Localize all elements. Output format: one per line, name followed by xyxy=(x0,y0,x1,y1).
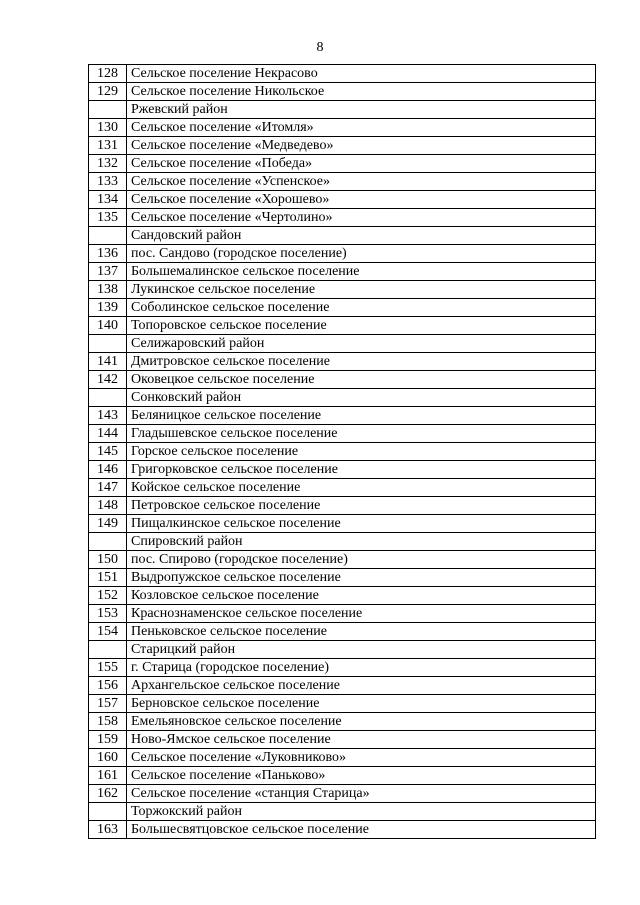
settlement-name: Пеньковское сельское поселение xyxy=(127,623,596,641)
settlement-name: Сельское поселение «Медведево» xyxy=(127,137,596,155)
district-name: Селижаровский район xyxy=(127,335,596,353)
district-name: Сандовский район xyxy=(127,227,596,245)
table-row xyxy=(89,65,596,83)
row-number: 129 xyxy=(89,83,127,101)
table-row xyxy=(89,659,596,677)
row-number: 143 xyxy=(89,407,127,425)
district-header-row xyxy=(89,101,596,119)
table-row xyxy=(89,299,596,317)
table-row xyxy=(89,479,596,497)
table-row xyxy=(89,695,596,713)
settlement-name: Козловское сельское поселение xyxy=(127,587,596,605)
settlement-name: Оковецкое сельское поселение xyxy=(127,371,596,389)
table-row xyxy=(89,173,596,191)
settlement-name: Беляницкое сельское поселение xyxy=(127,407,596,425)
table-row xyxy=(89,497,596,515)
row-number: 128 xyxy=(89,65,127,83)
row-number: 159 xyxy=(89,731,127,749)
settlement-name: пос. Сандово (городское поселение) xyxy=(127,245,596,263)
row-number xyxy=(89,227,127,245)
row-number: 134 xyxy=(89,191,127,209)
settlement-name: Сельское поселение «Паньково» xyxy=(127,767,596,785)
table-row xyxy=(89,407,596,425)
district-header-row xyxy=(89,803,596,821)
settlement-name: Большесвятцовское сельское поселение xyxy=(127,821,596,839)
district-header-row xyxy=(89,389,596,407)
row-number: 136 xyxy=(89,245,127,263)
settlement-name: Лукинское сельское поселение xyxy=(127,281,596,299)
district-header-row xyxy=(89,227,596,245)
settlement-name: Горское сельское поселение xyxy=(127,443,596,461)
row-number: 142 xyxy=(89,371,127,389)
row-number: 148 xyxy=(89,497,127,515)
table-row xyxy=(89,749,596,767)
row-number: 151 xyxy=(89,569,127,587)
table-row xyxy=(89,515,596,533)
settlement-name: Сельское поселение «Чертолино» xyxy=(127,209,596,227)
table-row xyxy=(89,821,596,839)
page-number: 8 xyxy=(316,40,324,55)
table-row xyxy=(89,731,596,749)
row-number: 154 xyxy=(89,623,127,641)
row-number xyxy=(89,533,127,551)
row-number: 133 xyxy=(89,173,127,191)
table-row xyxy=(89,713,596,731)
settlement-name: Емельяновское сельское поселение xyxy=(127,713,596,731)
row-number: 147 xyxy=(89,479,127,497)
settlement-name: Сельское поселение «Итомля» xyxy=(127,119,596,137)
settlement-name: Берновское сельское поселение xyxy=(127,695,596,713)
settlement-name: Соболинское сельское поселение xyxy=(127,299,596,317)
table-row xyxy=(89,281,596,299)
row-number: 130 xyxy=(89,119,127,137)
row-number: 137 xyxy=(89,263,127,281)
row-number: 149 xyxy=(89,515,127,533)
row-number: 144 xyxy=(89,425,127,443)
settlements-table xyxy=(88,64,596,839)
district-name: Спировский район xyxy=(127,533,596,551)
settlement-name: Сельское поселение «Хорошево» xyxy=(127,191,596,209)
settlement-name: Выдропужское сельское поселение xyxy=(127,569,596,587)
settlement-name: Краснознаменское сельское поселение xyxy=(127,605,596,623)
table-row xyxy=(89,551,596,569)
table-row xyxy=(89,191,596,209)
row-number: 153 xyxy=(89,605,127,623)
table-row xyxy=(89,569,596,587)
row-number: 145 xyxy=(89,443,127,461)
settlement-name: Сельское поселение Некрасово xyxy=(127,65,596,83)
table-row xyxy=(89,767,596,785)
settlement-name: Большемалинское сельское поселение xyxy=(127,263,596,281)
row-number: 146 xyxy=(89,461,127,479)
row-number: 158 xyxy=(89,713,127,731)
row-number: 156 xyxy=(89,677,127,695)
settlement-name: Дмитровское сельское поселение xyxy=(127,353,596,371)
settlement-name: Сельское поселение «станция Старица» xyxy=(127,785,596,803)
row-number: 152 xyxy=(89,587,127,605)
table-row xyxy=(89,785,596,803)
settlement-name: Петровское сельское поселение xyxy=(127,497,596,515)
table-row xyxy=(89,587,596,605)
district-header-row xyxy=(89,335,596,353)
settlement-name: Сельское поселение «Победа» xyxy=(127,155,596,173)
table-row xyxy=(89,677,596,695)
row-number: 160 xyxy=(89,749,127,767)
settlements-table-body xyxy=(89,65,596,839)
row-number: 135 xyxy=(89,209,127,227)
row-number xyxy=(89,803,127,821)
table-row xyxy=(89,245,596,263)
district-header-row xyxy=(89,641,596,659)
settlement-name: Пищалкинское сельское поселение xyxy=(127,515,596,533)
row-number: 157 xyxy=(89,695,127,713)
row-number xyxy=(89,335,127,353)
table-row xyxy=(89,317,596,335)
row-number: 131 xyxy=(89,137,127,155)
table-row xyxy=(89,605,596,623)
district-name: Старицкий район xyxy=(127,641,596,659)
table-row xyxy=(89,155,596,173)
table-row xyxy=(89,353,596,371)
table-row xyxy=(89,371,596,389)
district-name: Торжокский район xyxy=(127,803,596,821)
settlement-name: Архангельское сельское поселение xyxy=(127,677,596,695)
settlement-name: г. Старица (городское поселение) xyxy=(127,659,596,677)
table-row xyxy=(89,209,596,227)
table-row xyxy=(89,263,596,281)
row-number: 141 xyxy=(89,353,127,371)
settlement-name: Гладышевское сельское поселение xyxy=(127,425,596,443)
table-row xyxy=(89,623,596,641)
row-number: 132 xyxy=(89,155,127,173)
table-row xyxy=(89,443,596,461)
row-number: 162 xyxy=(89,785,127,803)
district-name: Сонковский район xyxy=(127,389,596,407)
district-header-row xyxy=(89,533,596,551)
settlement-name: Григорковское сельское поселение xyxy=(127,461,596,479)
settlement-name: пос. Спирово (городское поселение) xyxy=(127,551,596,569)
table-row xyxy=(89,83,596,101)
row-number: 161 xyxy=(89,767,127,785)
row-number: 150 xyxy=(89,551,127,569)
district-name: Ржевский район xyxy=(127,101,596,119)
settlement-name: Топоровское сельское поселение xyxy=(127,317,596,335)
table-row xyxy=(89,425,596,443)
table-row xyxy=(89,137,596,155)
row-number: 138 xyxy=(89,281,127,299)
settlement-name: Койское сельское поселение xyxy=(127,479,596,497)
row-number xyxy=(89,641,127,659)
row-number xyxy=(89,101,127,119)
settlement-name: Ново-Ямское сельское поселение xyxy=(127,731,596,749)
table-row xyxy=(89,461,596,479)
settlement-name: Сельское поселение «Успенское» xyxy=(127,173,596,191)
table-row xyxy=(89,119,596,137)
row-number: 139 xyxy=(89,299,127,317)
row-number: 140 xyxy=(89,317,127,335)
settlement-name: Сельское поселение «Луковниково» xyxy=(127,749,596,767)
settlement-name: Сельское поселение Никольское xyxy=(127,83,596,101)
row-number: 163 xyxy=(89,821,127,839)
row-number: 155 xyxy=(89,659,127,677)
row-number xyxy=(89,389,127,407)
